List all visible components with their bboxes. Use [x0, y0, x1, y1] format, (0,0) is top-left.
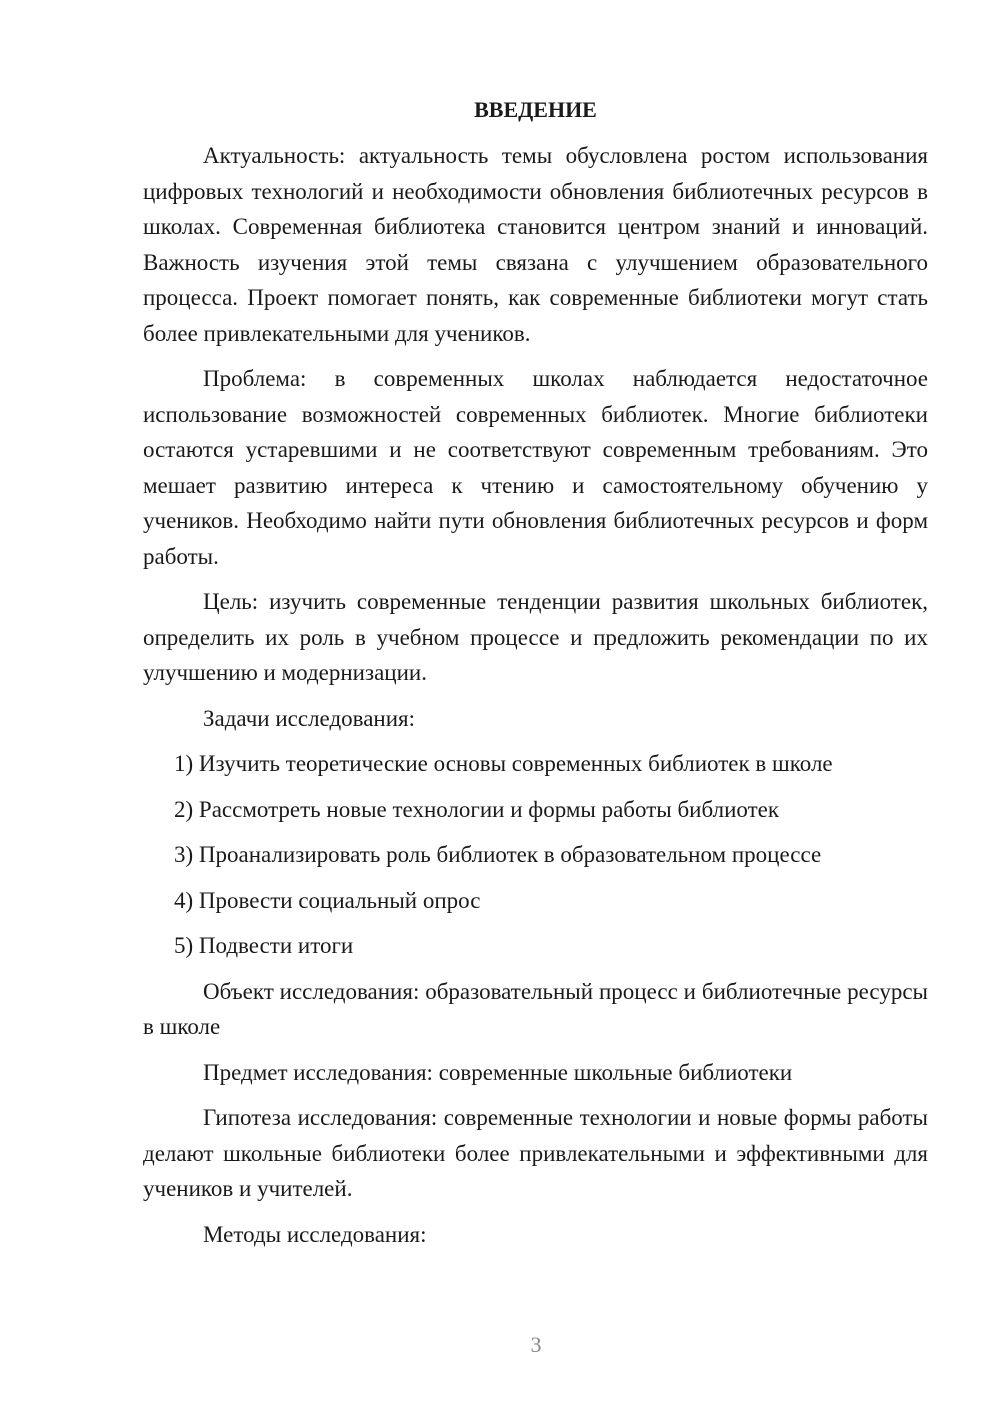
- hypothesis-paragraph: Гипотеза исследования: современные технологии и новые формы работы делают школьные библиотеки более привлекательными и эффективными для учеников и учителей.: [143, 1105, 928, 1201]
- methods-heading: Методы исследования:: [203, 1221, 427, 1247]
- list-item: 5) Подвести итоги: [174, 933, 354, 958]
- subject-paragraph: Предмет исследования: современные школьные библиотеки: [203, 1059, 793, 1085]
- tasks-list: [143, 746, 928, 964]
- section-title: ВВЕДЕНИЕ: [474, 97, 597, 122]
- list-item: 4) Провести социальный опрос: [174, 887, 481, 913]
- problem-paragraph: Проблема: в современных школах наблюдается недостаточное использование возможностей современных библиотек. Многие библиотеки остаются устаревшими и не соответствуют современным требованиям. Это мешает развитию интереса к чтению и самостоятельному обучению у учеников. Необходимо найти пути обновления библиотечных ресурсов и форм работы.: [143, 366, 928, 569]
- list-item: 2) Рассмотреть новые технологии и формы работы библиотек: [174, 796, 780, 822]
- list-item: 1) Изучить теоретические основы современных библиотек в школе: [174, 751, 833, 776]
- page-number: 3: [530, 1332, 542, 1357]
- tasks-heading: Задачи исследования:: [203, 705, 416, 731]
- object-paragraph: Объект исследования: образовательный процесс и библиотечные ресурсы в школе: [143, 978, 928, 1039]
- list-item: 3) Проанализировать роль библиотек в образовательном процессе: [174, 842, 822, 867]
- document-body: [143, 92, 928, 1262]
- relevance-paragraph: Актуальность: актуальность темы обусловлена ростом использования цифровых технологий и необходимости обновления библиотечных ресурсов в школах. Современная библиотека становится центром знаний и инноваций. Важность изучения этой темы связана с улучшением образовательного процесса. Проект помогает понять, как современные библиотеки могут стать более привлекательными для учеников.: [143, 143, 928, 346]
- goal-paragraph: Цель: изучить современные тенденции развития школьных библиотек, определить их роль в учебном процессе и предложить рекомендации по их улучшению и модернизации.: [143, 589, 928, 685]
